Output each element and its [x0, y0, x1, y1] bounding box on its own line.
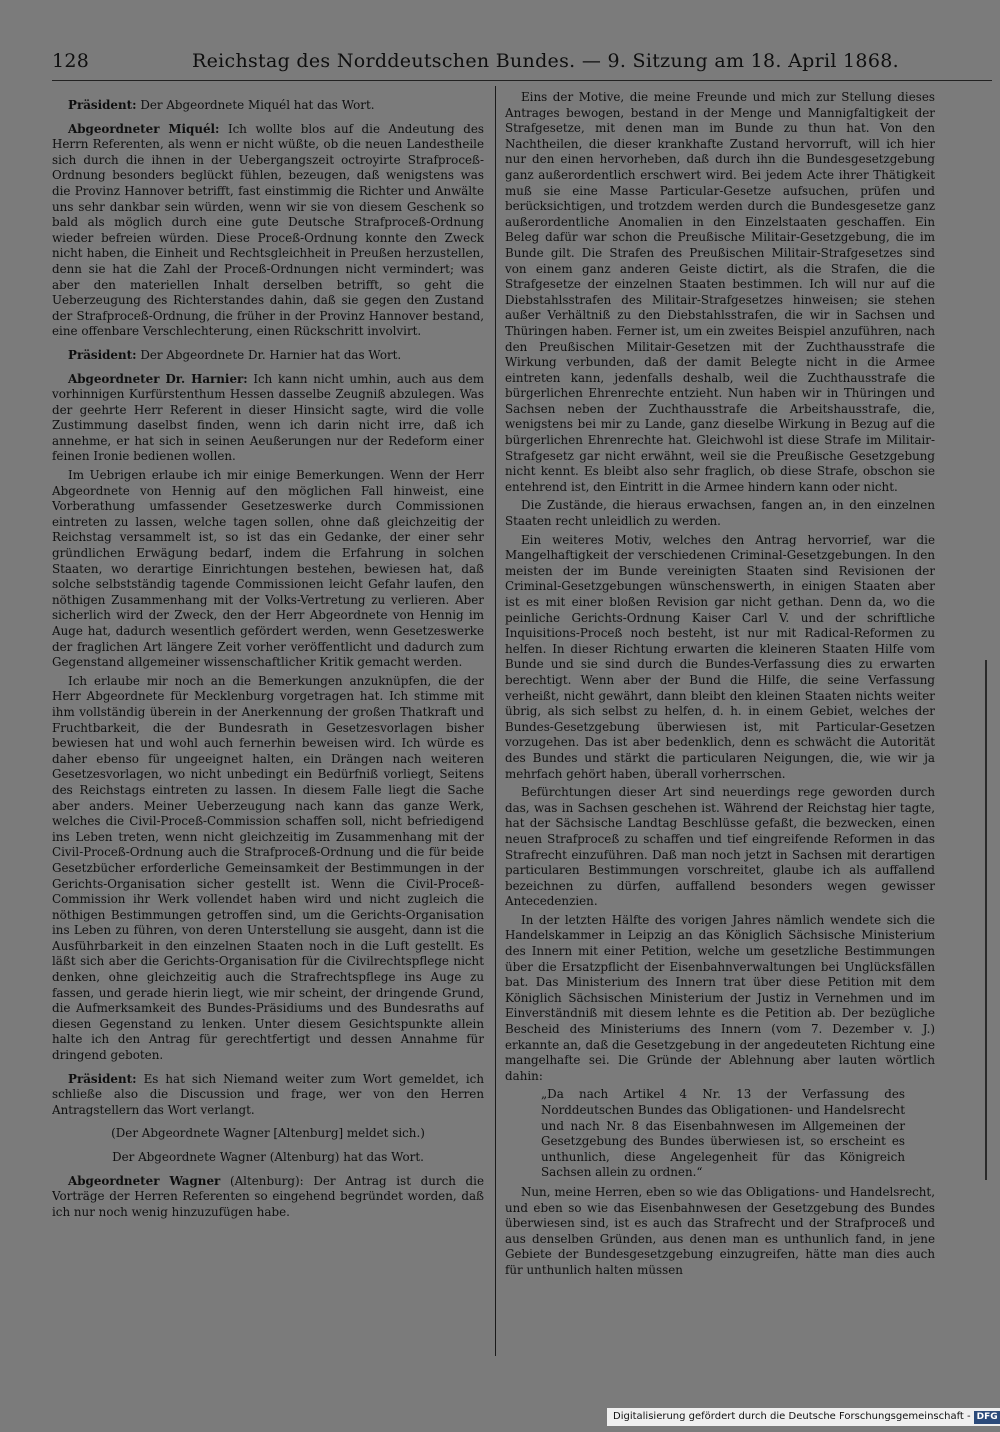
paragraph: Nun, meine Herren, eben so wie das Obligations- und Handelsrecht, und eben so wie das Eisenbahnwesen der Gesetzgebung des Bundes überwiesen sind, ist es auch das Strafrecht und der Strafproceß und aus denselben Gründen, aus denen man es unthunlich fand, in jene Gebiete der Bundesgesetzgebung einzugreifen, hätte man dies auch für unthunlich halten müssen	[505, 1184, 935, 1277]
paragraph	[52, 1072, 484, 1119]
paragraph-text: Ich wollte blos auf die Andeutung des Herrn Referenten, als wenn er nicht wüßte, ob die neuen Landestheile sich durch die ihnen in der Uebergangszeit octroyirte Strafproceß-Ordnung besonders beglückt fühlen, bezeugen, daß wenigstens was die Provinz Hannover betrifft, fast einstimmig die Richter und Anwälte uns sehr dankbar sein würden, wenn wir sie von diesem Geschenk so bald als möglich durch eine gute Deutsche Strafproceß-Ordnung wieder befreien würden. Diese Proceß-Ordnung konnte den Zweck nicht haben, die Einheit und Rechtsgleichheit in Preußen herzustellen, denn sie hat die Zahl der Proceß-Ordnungen nicht vermindert; was aber den materiellen Inhalt derselben betrifft, so geht die Ueberzeugung des Richterstandes dahin, daß sie gegen den Zustand der Strafproceß-Ordnung, die früher in der Provinz Hannover bestand, eine offenbare Verschlechterung, einen Rückschritt involvirt.	[52, 121, 484, 339]
page-header	[52, 50, 992, 82]
paragraph	[52, 98, 484, 114]
paragraph-text: (Altenburg): Der Antrag ist durch die Vorträge der Herren Referenten so eingehend begründet worden, daß ich nur noch wenig hinzuzufügen habe.	[52, 1173, 484, 1219]
speaker-name: Abgeordneter Wagner	[68, 1173, 221, 1188]
speaker-name: Abgeordneter Miquél:	[68, 121, 220, 136]
block-quote: „Da nach Artikel 4 Nr. 13 der Verfassung des Norddeutschen Bundes das Obligationen- und Handelsrecht und nach Nr. 8 das Eisenbahnwesen im Allgemeinen der Gesetzgebung des Bundes überwiesen ist, so erscheint es unthunlich, diese Angelegenheit für das Königreich Sachsen allein zu ordnen.“	[541, 1087, 905, 1180]
paragraph: Ein weiteres Motiv, welches den Antrag hervorrief, war die Mangelhaftigkeit der verschiedenen Criminal-Gesetzgebungen. In den meisten der im Bunde vereinigten Staaten sind Revisionen der Criminal-Gesetzgebungen wünschenswerth, in einigen Staaten aber ist es mit einer bloßen Revision gar nicht gethan. Denn da, wo die peinliche Gerichts-Ordnung Kaiser Carl V. und der schriftliche Inquisitions-Proceß noch besteht, ist nur mit Radical-Reformen zu helfen. In dieser Richtung erwarten die kleineren Staaten Hilfe vom Bunde und sie sind durch die Bundes-Verfassung dies zu erwarten berechtigt. Wenn aber der Bund die Hilfe, die seine Verfassung verheißt, nicht gewährt, dann bleibt den kleinen Staaten nichts weiter übrig, als sich selbst zu helfen, d. h. in einem Gebiet, welches der Bundes-Gesetzgebung überwiesen ist, mit Particular-Gesetzen vorzugehen. Das ist aber bedenklich, denn es schwächt die Autorität des Bundes und stärkt die particularen Neigungen, die, wie wir ja mehrfach gehört haben, überall vorherrschen.	[505, 532, 935, 781]
column-divider	[495, 86, 496, 1356]
header-rule	[52, 80, 992, 81]
paragraph-text: Ich kann nicht umhin, auch aus dem vorhinnigen Kurfürstenthum Hessen dasselbe Zeugniß abzulegen. Was der geehrte Herr Referent in dieser Hinsicht sagte, wird die volle Zustimmung daselbst finden, wenn ich darin nicht irre, daß ich annehme, er hat sich in seinen Aeußerungen nur der Redeform einer feinen Ironie bedienen wollen.	[52, 371, 484, 464]
dfg-logo: DFG	[974, 1411, 1000, 1424]
paragraph: Befürchtungen dieser Art sind neuerdings rege geworden durch das, was in Sachsen geschehen ist. Während der Reichstag hier tagte, hat der Sächsische Landtag Beschlüsse gefaßt, die bezwecken, einen neuen Strafproceß zu schaffen und tief eingreifende Reformen in das Strafrecht einzuführen. Daß man noch jetzt in Sachsen mit derartigen particularen Bestimmungen vorschreitet, glaube ich als auffallend bezeichnen zu dürfen, auffallend besonders wegen gewisser Antecedenzien.	[505, 785, 935, 909]
page-number: 128	[52, 50, 90, 72]
right-column	[505, 90, 935, 1355]
paragraph	[52, 372, 484, 466]
paragraph: Die Zustände, die hieraus erwachsen, fangen an, in den einzelnen Staaten recht unleidlich zu werden.	[505, 498, 935, 529]
paragraph-text: Der Abgeordnete Miquél hat das Wort.	[140, 98, 375, 112]
running-title: Reichstag des Norddeutschen Bundes. — 9. Sitzung am 18. April 1868.	[192, 50, 899, 72]
speaker-name: Präsident:	[68, 1071, 137, 1086]
paragraph	[52, 1174, 484, 1221]
stage-direction: (Der Abgeordnete Wagner [Altenburg] meldet sich.)	[111, 1126, 425, 1141]
digitization-credit	[607, 1408, 1000, 1426]
speaker-name: Präsident:	[68, 347, 137, 362]
paragraph: Im Uebrigen erlaube ich mir einige Bemerkungen. Wenn der Herr Abgeordnete von Hennig auf den möglichen Fall hinweist, eine Vorberathung umfassender Gesetzeswerke durch Commissionen eintreten zu lassen, welche tagen sollen, ohne daß gleichzeitig der Reichstag versammelt ist, so ist das ein Gedanke, der einer sehr gründlichen Erwägung bedarf, indem die Erfahrung in solchen Staaten, wo derartige Einrichtungen bestehen, bewiesen hat, daß solche selbstständig tagende Commissionen leicht Gefahr laufen, den nöthigen Zusammenhang mit der Volks-Vertretung zu verlieren. Aber sicherlich wird der Zweck, den der Herr Abgeordnete von Hennig im Auge hat, dadurch wesentlich gefördert werden, wenn Gesetzeswerke der fraglichen Art längere Zeit vorher veröffentlicht und dadurch zum Gegenstand allgemeiner wissenschaftlicher Kritik gemacht werden.	[52, 468, 484, 670]
paragraph	[52, 348, 484, 364]
speaker-name: Abgeordneter Dr. Harnier:	[68, 371, 248, 386]
paragraph: Ich erlaube mir noch an die Bemerkungen anzuknüpfen, die der Herr Abgeordnete für Mecklenburg vorgetragen hat. Ich stimme mit ihm vollständig überein in der Anerkennung der großen Thatkraft und Fruchtbarkeit, die der Bundesrath in Gesetzesvorlagen bisher bewiesen hat und wohl auch fernerhin beweisen wird. Ich würde es daher ebenso für ungeeignet halten, ein Drängen nach weiteren Gesetzesvorlagen, wo nicht unbedingt ein Bedürfniß vorliegt, Seitens des Reichstags eintreten zu lassen. In diesem Falle liegt die Sache aber anders. Meiner Ueberzeugung nach kann das ganze Werk, welches die Civil-Proceß-Commission schaffen soll, nicht befriedigend ins Leben treten, wenn nicht gleichzeitig im Zusammenhang mit der Civil-Proceß-Ordnung auch die Strafproceß-Ordnung und die für beide Gesetzbücher erforderliche Gemeinsamkeit der Bestimmungen in der Gerichts-Organisation sicher gestellt ist. Wenn die Civil-Proceß-Commission ihr Werk vollendet haben wird und nicht zugleich die nöthigen Bestimmungen getroffen sind, um die Gerichts-Organisation ins Leben zu führen, von deren Unterstellung sie ausgeht, dann ist die Ausführbarkeit in den einzelnen Staaten noch in die Luft gestellt. Es läßt sich aber die Gerichts-Organisation für die Civilrechtspflege nicht denken, ohne gleichzeitig auch die Strafrechtspflege ins Auge zu fassen, und gerade hierin liegt, wie mir scheint, der dringende Grund, die Aufmerksamkeit des Bundes-Präsidiums und des Bundesraths auf diesen Gegenstand zu lenken. Unter diesem Gesichtspunkte allein halte ich den Antrag für gerechtfertigt und dessen Annahme für dringend geboten.	[52, 673, 484, 1063]
left-column	[52, 90, 484, 1355]
paragraph: Der Abgeordnete Wagner (Altenburg) hat das Wort.	[112, 1150, 424, 1164]
paragraph: In der letzten Hälfte des vorigen Jahres nämlich wendete sich die Handelskammer in Leipzig an das Königlich Sächsische Ministerium des Innern mit einer Petition, welche um gesetzliche Bestimmungen über die Ersatzpflicht der Eisenbahnverwaltungen bei Unglücksfällen bat. Das Ministerium des Innern trat über diese Petition mit dem Königlich Sächsischen Ministerium der Justiz in Vernehmen und im Einverständniß mit diesem lehnte es die Petition ab. Der bezügliche Bescheid des Ministeriums des Innern (vom 7. Dezember v. J.) erkannte an, daß die Gesetzgebung in der angedeuteten Richtung eine mangelhafte sei. Die Gründe der Ablehnung aber lauten wörtlich dahin:	[505, 912, 935, 1083]
paragraph-text: Der Abgeordnete Dr. Harnier hat das Wort.	[140, 347, 402, 362]
speaker-name: Präsident:	[68, 98, 137, 112]
credit-text: Digitalisierung gefördert durch die Deutsche Forschungsgemeinschaft -	[613, 1411, 971, 1422]
scan-edge-mark	[985, 660, 987, 1180]
paragraph	[52, 122, 484, 340]
paragraph-text: Es hat sich Niemand weiter zum Wort gemeldet, ich schließe also die Discussion und frage, wer von den Herren Antragstellern das Wort verlangt.	[52, 1071, 484, 1117]
paragraph: Eins der Motive, die meine Freunde und mich zur Stellung dieses Antrages bewogen, bestand in der Menge und Mannigfaltigkeit der Strafgesetze, mit denen man im Bunde zu thun hat. Von den Nachtheilen, die dieser krankhafte Zustand hervorruft, will ich hier nur den einen hervorheben, daß durch ihn die Bundesgesetzgebung ganz außerordentlich erschwert wird. Bei jedem Acte ihrer Thätigkeit muß sie eine Masse Particular-Gesetze aufsuchen, prüfen und berücksichtigen, und trotzdem werden durch die Bundesgesetze ganz außerordentliche Anomalien in den Einzelstaaten geschaffen. Ein Beleg dafür war schon die Preußische Militair-Gesetzgebung, die im Bunde gilt. Die Strafen des Preußischen Militair-Strafgesetzes sind von einem ganz anderen Geiste dictirt, als die Strafen, die die Strafgesetze der einzelnen Staaten bestimmen. Ich will nur auf die Diebstahlsstrafen des Militair-Strafgesetzes hinweisen; sie stehen außer Verhältniß zu den Diebstahlsstrafen, die wir in Sachsen und Thüringen haben. Ferner ist, um ein zweites Beispiel anzuführen, nach den Preußischen Militair-Gesetzen mit der Zuchthausstrafe die Wirkung verbunden, daß der damit Belegte nicht in die Armee eintreten kann, jedenfalls deshalb, weil die Zuchthausstrafe die bürgerlichen Ehrenrechte entzieht. Nun haben wir in Thüringen und Sachsen neben der Zuchthausstrafe die Arbeitshausstrafe, die, wenigstens bei mir zu Lande, ganz dieselbe Wirkung in Bezug auf die bürgerlichen Ehrenrechte hat. Gleichwohl ist diese Strafe im Militair-Strafgesetz gar nicht erwähnt, weil sie die Preußische Gesetzgebung nicht kennt. Es bleibt also sehr fraglich, ob diese Strafe, obschon sie entehrend ist, den Eintritt in die Armee hindern kann oder nicht.	[505, 90, 935, 494]
